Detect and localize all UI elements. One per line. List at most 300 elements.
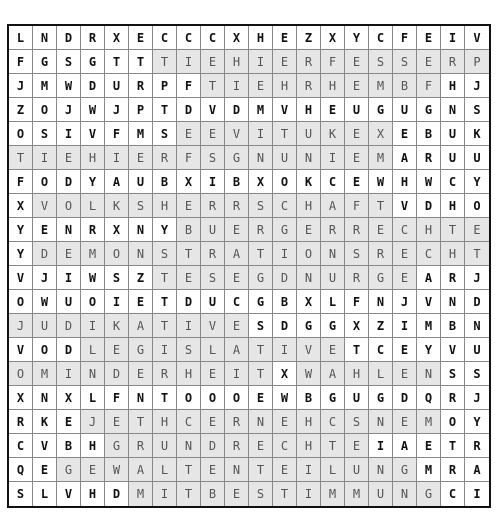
grid-cell[interactable]: C [369, 338, 393, 362]
grid-cell[interactable]: E [33, 458, 57, 482]
grid-cell[interactable]: R [225, 194, 249, 218]
grid-cell[interactable]: F [393, 26, 417, 50]
grid-cell[interactable]: R [81, 218, 105, 242]
grid-cell[interactable]: C [177, 26, 201, 50]
grid-cell[interactable]: H [273, 74, 297, 98]
grid-cell[interactable]: E [417, 26, 441, 50]
grid-cell[interactable]: I [321, 146, 345, 170]
grid-cell[interactable]: G [249, 266, 273, 290]
grid-cell[interactable]: G [393, 458, 417, 482]
grid-cell[interactable]: R [297, 74, 321, 98]
grid-cell[interactable]: O [177, 386, 201, 410]
grid-cell[interactable]: U [345, 386, 369, 410]
grid-cell[interactable]: Y [465, 170, 489, 194]
grid-cell[interactable]: L [369, 362, 393, 386]
grid-cell[interactable]: T [177, 458, 201, 482]
grid-cell[interactable]: T [153, 314, 177, 338]
grid-cell[interactable]: S [369, 50, 393, 74]
grid-cell[interactable]: R [441, 458, 465, 482]
grid-cell[interactable]: U [345, 458, 369, 482]
grid-cell[interactable]: B [225, 170, 249, 194]
grid-cell[interactable]: C [225, 290, 249, 314]
grid-cell[interactable]: H [441, 242, 465, 266]
grid-cell[interactable]: E [249, 74, 273, 98]
grid-cell[interactable]: D [465, 290, 489, 314]
grid-cell[interactable]: N [297, 146, 321, 170]
grid-cell[interactable]: K [105, 194, 129, 218]
grid-cell[interactable]: J [9, 314, 33, 338]
grid-cell[interactable]: V [33, 434, 57, 458]
grid-cell[interactable]: E [345, 146, 369, 170]
grid-cell[interactable]: E [129, 146, 153, 170]
grid-cell[interactable]: S [201, 146, 225, 170]
grid-cell[interactable]: I [273, 338, 297, 362]
grid-cell[interactable]: E [417, 434, 441, 458]
grid-cell[interactable]: N [249, 410, 273, 434]
grid-cell[interactable]: D [273, 266, 297, 290]
grid-cell[interactable]: S [33, 122, 57, 146]
grid-cell[interactable]: N [225, 458, 249, 482]
grid-cell[interactable]: L [81, 386, 105, 410]
grid-cell[interactable]: H [81, 434, 105, 458]
grid-cell[interactable]: M [129, 122, 153, 146]
grid-cell[interactable]: E [201, 50, 225, 74]
grid-cell[interactable]: B [393, 74, 417, 98]
grid-cell[interactable]: D [177, 98, 201, 122]
grid-cell[interactable]: E [273, 458, 297, 482]
grid-cell[interactable]: I [393, 314, 417, 338]
grid-cell[interactable]: N [465, 314, 489, 338]
grid-cell[interactable]: N [369, 290, 393, 314]
grid-cell[interactable]: O [273, 170, 297, 194]
grid-cell[interactable]: F [417, 74, 441, 98]
grid-cell[interactable]: A [129, 458, 153, 482]
grid-cell[interactable]: G [297, 314, 321, 338]
grid-cell[interactable]: Z [129, 266, 153, 290]
grid-cell[interactable]: E [129, 290, 153, 314]
grid-cell[interactable]: S [345, 242, 369, 266]
grid-cell[interactable]: Z [9, 98, 33, 122]
grid-cell[interactable]: C [417, 242, 441, 266]
grid-cell[interactable]: O [9, 362, 33, 386]
grid-cell[interactable]: F [9, 170, 33, 194]
grid-cell[interactable]: B [297, 386, 321, 410]
grid-cell[interactable]: I [81, 314, 105, 338]
grid-cell[interactable]: Y [465, 410, 489, 434]
grid-cell[interactable]: V [57, 482, 81, 506]
grid-cell[interactable]: M [417, 314, 441, 338]
grid-cell[interactable]: N [81, 362, 105, 386]
grid-cell[interactable]: R [417, 146, 441, 170]
grid-cell[interactable]: C [441, 482, 465, 506]
grid-cell[interactable]: U [441, 122, 465, 146]
grid-cell[interactable]: T [153, 266, 177, 290]
grid-cell[interactable]: E [393, 266, 417, 290]
grid-cell[interactable]: C [273, 194, 297, 218]
grid-cell[interactable]: S [201, 266, 225, 290]
grid-cell[interactable]: V [297, 338, 321, 362]
grid-cell[interactable]: R [441, 386, 465, 410]
grid-cell[interactable]: I [201, 170, 225, 194]
grid-cell[interactable]: C [153, 26, 177, 50]
grid-cell[interactable]: C [441, 170, 465, 194]
grid-cell[interactable]: B [57, 434, 81, 458]
grid-cell[interactable]: D [417, 194, 441, 218]
grid-cell[interactable]: T [273, 122, 297, 146]
grid-cell[interactable]: E [129, 362, 153, 386]
grid-cell[interactable]: C [321, 170, 345, 194]
grid-cell[interactable]: J [9, 74, 33, 98]
grid-cell[interactable]: Y [9, 242, 33, 266]
grid-cell[interactable]: O [201, 386, 225, 410]
grid-cell[interactable]: T [201, 74, 225, 98]
grid-cell[interactable]: G [369, 266, 393, 290]
grid-cell[interactable]: R [441, 50, 465, 74]
grid-cell[interactable]: A [321, 362, 345, 386]
grid-cell[interactable]: C [201, 26, 225, 50]
grid-cell[interactable]: J [465, 386, 489, 410]
grid-cell[interactable]: K [297, 170, 321, 194]
grid-cell[interactable]: S [153, 122, 177, 146]
grid-cell[interactable]: O [441, 410, 465, 434]
grid-cell[interactable]: A [393, 146, 417, 170]
grid-cell[interactable]: U [465, 146, 489, 170]
grid-cell[interactable]: M [417, 410, 441, 434]
grid-cell[interactable]: E [465, 218, 489, 242]
grid-cell[interactable]: S [153, 242, 177, 266]
grid-cell[interactable]: E [57, 146, 81, 170]
grid-cell[interactable]: S [393, 50, 417, 74]
grid-cell[interactable]: I [465, 482, 489, 506]
grid-cell[interactable]: U [465, 338, 489, 362]
grid-cell[interactable]: H [441, 194, 465, 218]
grid-cell[interactable]: G [105, 434, 129, 458]
grid-cell[interactable]: F [345, 194, 369, 218]
grid-cell[interactable]: D [225, 98, 249, 122]
grid-cell[interactable]: T [441, 434, 465, 458]
grid-cell[interactable]: E [105, 338, 129, 362]
grid-cell[interactable]: S [441, 362, 465, 386]
grid-cell[interactable]: Q [417, 386, 441, 410]
grid-cell[interactable]: T [249, 242, 273, 266]
grid-cell[interactable]: S [465, 362, 489, 386]
grid-cell[interactable]: M [249, 98, 273, 122]
grid-cell[interactable]: I [225, 362, 249, 386]
grid-cell[interactable]: W [33, 290, 57, 314]
grid-cell[interactable]: T [321, 434, 345, 458]
grid-cell[interactable]: H [297, 98, 321, 122]
grid-cell[interactable]: X [9, 194, 33, 218]
grid-cell[interactable]: T [177, 242, 201, 266]
grid-cell[interactable]: M [417, 458, 441, 482]
grid-cell[interactable]: V [273, 98, 297, 122]
grid-cell[interactable]: E [177, 194, 201, 218]
grid-cell[interactable]: D [393, 386, 417, 410]
grid-cell[interactable]: Q [9, 458, 33, 482]
grid-cell[interactable]: L [9, 26, 33, 50]
grid-cell[interactable]: W [57, 74, 81, 98]
grid-cell[interactable]: J [33, 266, 57, 290]
grid-cell[interactable]: E [225, 218, 249, 242]
grid-cell[interactable]: D [105, 362, 129, 386]
grid-cell[interactable]: N [441, 290, 465, 314]
grid-cell[interactable]: U [273, 146, 297, 170]
grid-cell[interactable]: U [345, 98, 369, 122]
grid-cell[interactable]: I [177, 50, 201, 74]
grid-cell[interactable]: E [129, 26, 153, 50]
grid-cell[interactable]: O [297, 242, 321, 266]
grid-cell[interactable]: Y [81, 170, 105, 194]
grid-cell[interactable]: H [81, 146, 105, 170]
grid-cell[interactable]: T [153, 290, 177, 314]
grid-cell[interactable]: T [249, 338, 273, 362]
grid-cell[interactable]: G [57, 458, 81, 482]
grid-cell[interactable]: E [273, 50, 297, 74]
grid-cell[interactable]: M [33, 74, 57, 98]
grid-cell[interactable]: I [441, 26, 465, 50]
grid-cell[interactable]: X [369, 122, 393, 146]
grid-cell[interactable]: E [81, 458, 105, 482]
grid-cell[interactable]: X [345, 314, 369, 338]
grid-cell[interactable]: S [129, 194, 153, 218]
grid-cell[interactable]: I [273, 242, 297, 266]
grid-cell[interactable]: F [177, 146, 201, 170]
grid-cell[interactable]: J [465, 74, 489, 98]
grid-cell[interactable]: D [81, 74, 105, 98]
grid-cell[interactable]: W [105, 458, 129, 482]
grid-cell[interactable]: T [345, 338, 369, 362]
grid-cell[interactable]: E [57, 242, 81, 266]
grid-cell[interactable]: O [33, 98, 57, 122]
grid-cell[interactable]: I [57, 362, 81, 386]
grid-cell[interactable]: T [249, 362, 273, 386]
grid-cell[interactable]: A [417, 266, 441, 290]
grid-cell[interactable]: X [57, 386, 81, 410]
grid-cell[interactable]: S [249, 482, 273, 506]
grid-cell[interactable]: N [393, 482, 417, 506]
grid-cell[interactable]: E [201, 122, 225, 146]
grid-cell[interactable]: U [153, 434, 177, 458]
grid-cell[interactable]: E [225, 266, 249, 290]
grid-cell[interactable]: C [321, 410, 345, 434]
grid-cell[interactable]: E [249, 434, 273, 458]
grid-cell[interactable]: O [465, 194, 489, 218]
grid-cell[interactable]: P [153, 74, 177, 98]
grid-cell[interactable]: R [9, 410, 33, 434]
grid-cell[interactable]: C [273, 434, 297, 458]
grid-cell[interactable]: N [417, 362, 441, 386]
grid-cell[interactable]: E [345, 74, 369, 98]
grid-cell[interactable]: R [225, 434, 249, 458]
grid-cell[interactable]: E [201, 458, 225, 482]
grid-cell[interactable]: N [177, 434, 201, 458]
grid-cell[interactable]: E [321, 98, 345, 122]
grid-cell[interactable]: T [465, 242, 489, 266]
grid-cell[interactable]: A [105, 170, 129, 194]
grid-cell[interactable]: V [9, 266, 33, 290]
grid-cell[interactable]: C [9, 434, 33, 458]
grid-cell[interactable]: G [321, 386, 345, 410]
grid-cell[interactable]: R [129, 434, 153, 458]
grid-cell[interactable]: Y [153, 218, 177, 242]
grid-cell[interactable]: V [417, 290, 441, 314]
grid-cell[interactable]: F [9, 50, 33, 74]
grid-cell[interactable]: B [201, 482, 225, 506]
grid-cell[interactable]: H [321, 74, 345, 98]
grid-cell[interactable]: D [177, 290, 201, 314]
grid-cell[interactable]: H [177, 362, 201, 386]
grid-cell[interactable]: L [33, 482, 57, 506]
grid-cell[interactable]: I [177, 314, 201, 338]
grid-cell[interactable]: O [9, 122, 33, 146]
grid-cell[interactable]: Z [369, 314, 393, 338]
grid-cell[interactable]: H [393, 170, 417, 194]
grid-cell[interactable]: T [129, 410, 153, 434]
grid-cell[interactable]: X [105, 26, 129, 50]
grid-cell[interactable]: E [249, 386, 273, 410]
grid-cell[interactable]: W [273, 386, 297, 410]
grid-cell[interactable]: M [345, 482, 369, 506]
grid-cell[interactable]: X [225, 26, 249, 50]
grid-cell[interactable]: G [417, 482, 441, 506]
grid-cell[interactable]: E [393, 362, 417, 386]
grid-cell[interactable]: R [321, 218, 345, 242]
grid-cell[interactable]: N [129, 386, 153, 410]
grid-cell[interactable]: I [153, 482, 177, 506]
grid-cell[interactable]: I [249, 50, 273, 74]
grid-cell[interactable]: T [129, 50, 153, 74]
grid-cell[interactable]: X [177, 170, 201, 194]
grid-cell[interactable]: G [369, 98, 393, 122]
grid-cell[interactable]: M [369, 146, 393, 170]
grid-cell[interactable]: T [441, 218, 465, 242]
grid-cell[interactable]: S [105, 266, 129, 290]
grid-cell[interactable]: R [225, 410, 249, 434]
grid-cell[interactable]: X [321, 26, 345, 50]
grid-cell[interactable]: R [297, 50, 321, 74]
grid-cell[interactable]: U [201, 218, 225, 242]
grid-cell[interactable]: N [441, 98, 465, 122]
grid-cell[interactable]: T [273, 482, 297, 506]
grid-cell[interactable]: D [105, 482, 129, 506]
grid-cell[interactable]: T [153, 50, 177, 74]
grid-cell[interactable]: R [441, 266, 465, 290]
grid-cell[interactable]: U [201, 290, 225, 314]
grid-cell[interactable]: E [345, 170, 369, 194]
grid-cell[interactable]: G [417, 98, 441, 122]
grid-cell[interactable]: V [33, 194, 57, 218]
grid-cell[interactable]: O [57, 194, 81, 218]
grid-cell[interactable]: X [297, 290, 321, 314]
grid-cell[interactable]: T [153, 98, 177, 122]
grid-cell[interactable]: B [417, 122, 441, 146]
grid-cell[interactable]: E [369, 218, 393, 242]
grid-cell[interactable]: U [393, 98, 417, 122]
grid-cell[interactable]: E [33, 218, 57, 242]
grid-cell[interactable]: F [345, 290, 369, 314]
grid-cell[interactable]: R [153, 362, 177, 386]
grid-cell[interactable]: H [249, 26, 273, 50]
grid-cell[interactable]: E [345, 50, 369, 74]
grid-cell[interactable]: O [33, 170, 57, 194]
grid-cell[interactable]: Y [417, 338, 441, 362]
grid-cell[interactable]: E [225, 314, 249, 338]
grid-cell[interactable]: R [201, 194, 225, 218]
grid-cell[interactable]: T [153, 386, 177, 410]
grid-cell[interactable]: W [369, 170, 393, 194]
grid-cell[interactable]: G [273, 218, 297, 242]
grid-cell[interactable]: D [273, 314, 297, 338]
grid-cell[interactable]: E [201, 410, 225, 434]
grid-cell[interactable]: H [153, 194, 177, 218]
grid-cell[interactable]: K [105, 314, 129, 338]
grid-cell[interactable]: E [225, 482, 249, 506]
grid-cell[interactable]: N [369, 410, 393, 434]
grid-cell[interactable]: E [345, 434, 369, 458]
grid-cell[interactable]: N [129, 218, 153, 242]
grid-cell[interactable]: T [369, 194, 393, 218]
grid-cell[interactable]: H [417, 218, 441, 242]
grid-cell[interactable]: S [177, 338, 201, 362]
grid-cell[interactable]: E [177, 122, 201, 146]
grid-cell[interactable]: G [321, 314, 345, 338]
grid-cell[interactable]: U [297, 122, 321, 146]
grid-cell[interactable]: D [57, 338, 81, 362]
grid-cell[interactable]: J [465, 266, 489, 290]
grid-cell[interactable]: V [9, 338, 33, 362]
grid-cell[interactable]: F [105, 386, 129, 410]
grid-cell[interactable]: U [57, 290, 81, 314]
grid-cell[interactable]: H [297, 410, 321, 434]
grid-cell[interactable]: A [225, 242, 249, 266]
grid-cell[interactable]: R [129, 74, 153, 98]
grid-cell[interactable]: E [297, 218, 321, 242]
grid-cell[interactable]: R [201, 242, 225, 266]
grid-cell[interactable]: N [369, 458, 393, 482]
grid-cell[interactable]: X [249, 170, 273, 194]
grid-cell[interactable]: G [225, 146, 249, 170]
grid-cell[interactable]: J [105, 98, 129, 122]
grid-cell[interactable]: H [441, 74, 465, 98]
grid-cell[interactable]: W [297, 362, 321, 386]
grid-cell[interactable]: H [297, 434, 321, 458]
grid-cell[interactable]: N [57, 218, 81, 242]
grid-cell[interactable]: M [81, 242, 105, 266]
grid-cell[interactable]: E [57, 410, 81, 434]
grid-cell[interactable]: R [465, 434, 489, 458]
grid-cell[interactable]: H [225, 50, 249, 74]
grid-cell[interactable]: X [105, 218, 129, 242]
grid-cell[interactable]: L [81, 194, 105, 218]
grid-cell[interactable]: I [297, 458, 321, 482]
grid-cell[interactable]: R [369, 242, 393, 266]
grid-cell[interactable]: G [81, 50, 105, 74]
grid-cell[interactable]: M [33, 362, 57, 386]
grid-cell[interactable]: E [177, 266, 201, 290]
grid-cell[interactable]: N [33, 26, 57, 50]
grid-cell[interactable]: G [33, 50, 57, 74]
grid-cell[interactable]: U [105, 74, 129, 98]
grid-cell[interactable]: C [393, 218, 417, 242]
grid-cell[interactable]: M [369, 74, 393, 98]
grid-cell[interactable]: X [9, 386, 33, 410]
grid-cell[interactable]: F [321, 50, 345, 74]
grid-cell[interactable]: N [321, 242, 345, 266]
grid-cell[interactable]: P [465, 50, 489, 74]
grid-cell[interactable]: B [441, 314, 465, 338]
grid-cell[interactable]: N [297, 266, 321, 290]
grid-cell[interactable]: B [273, 290, 297, 314]
